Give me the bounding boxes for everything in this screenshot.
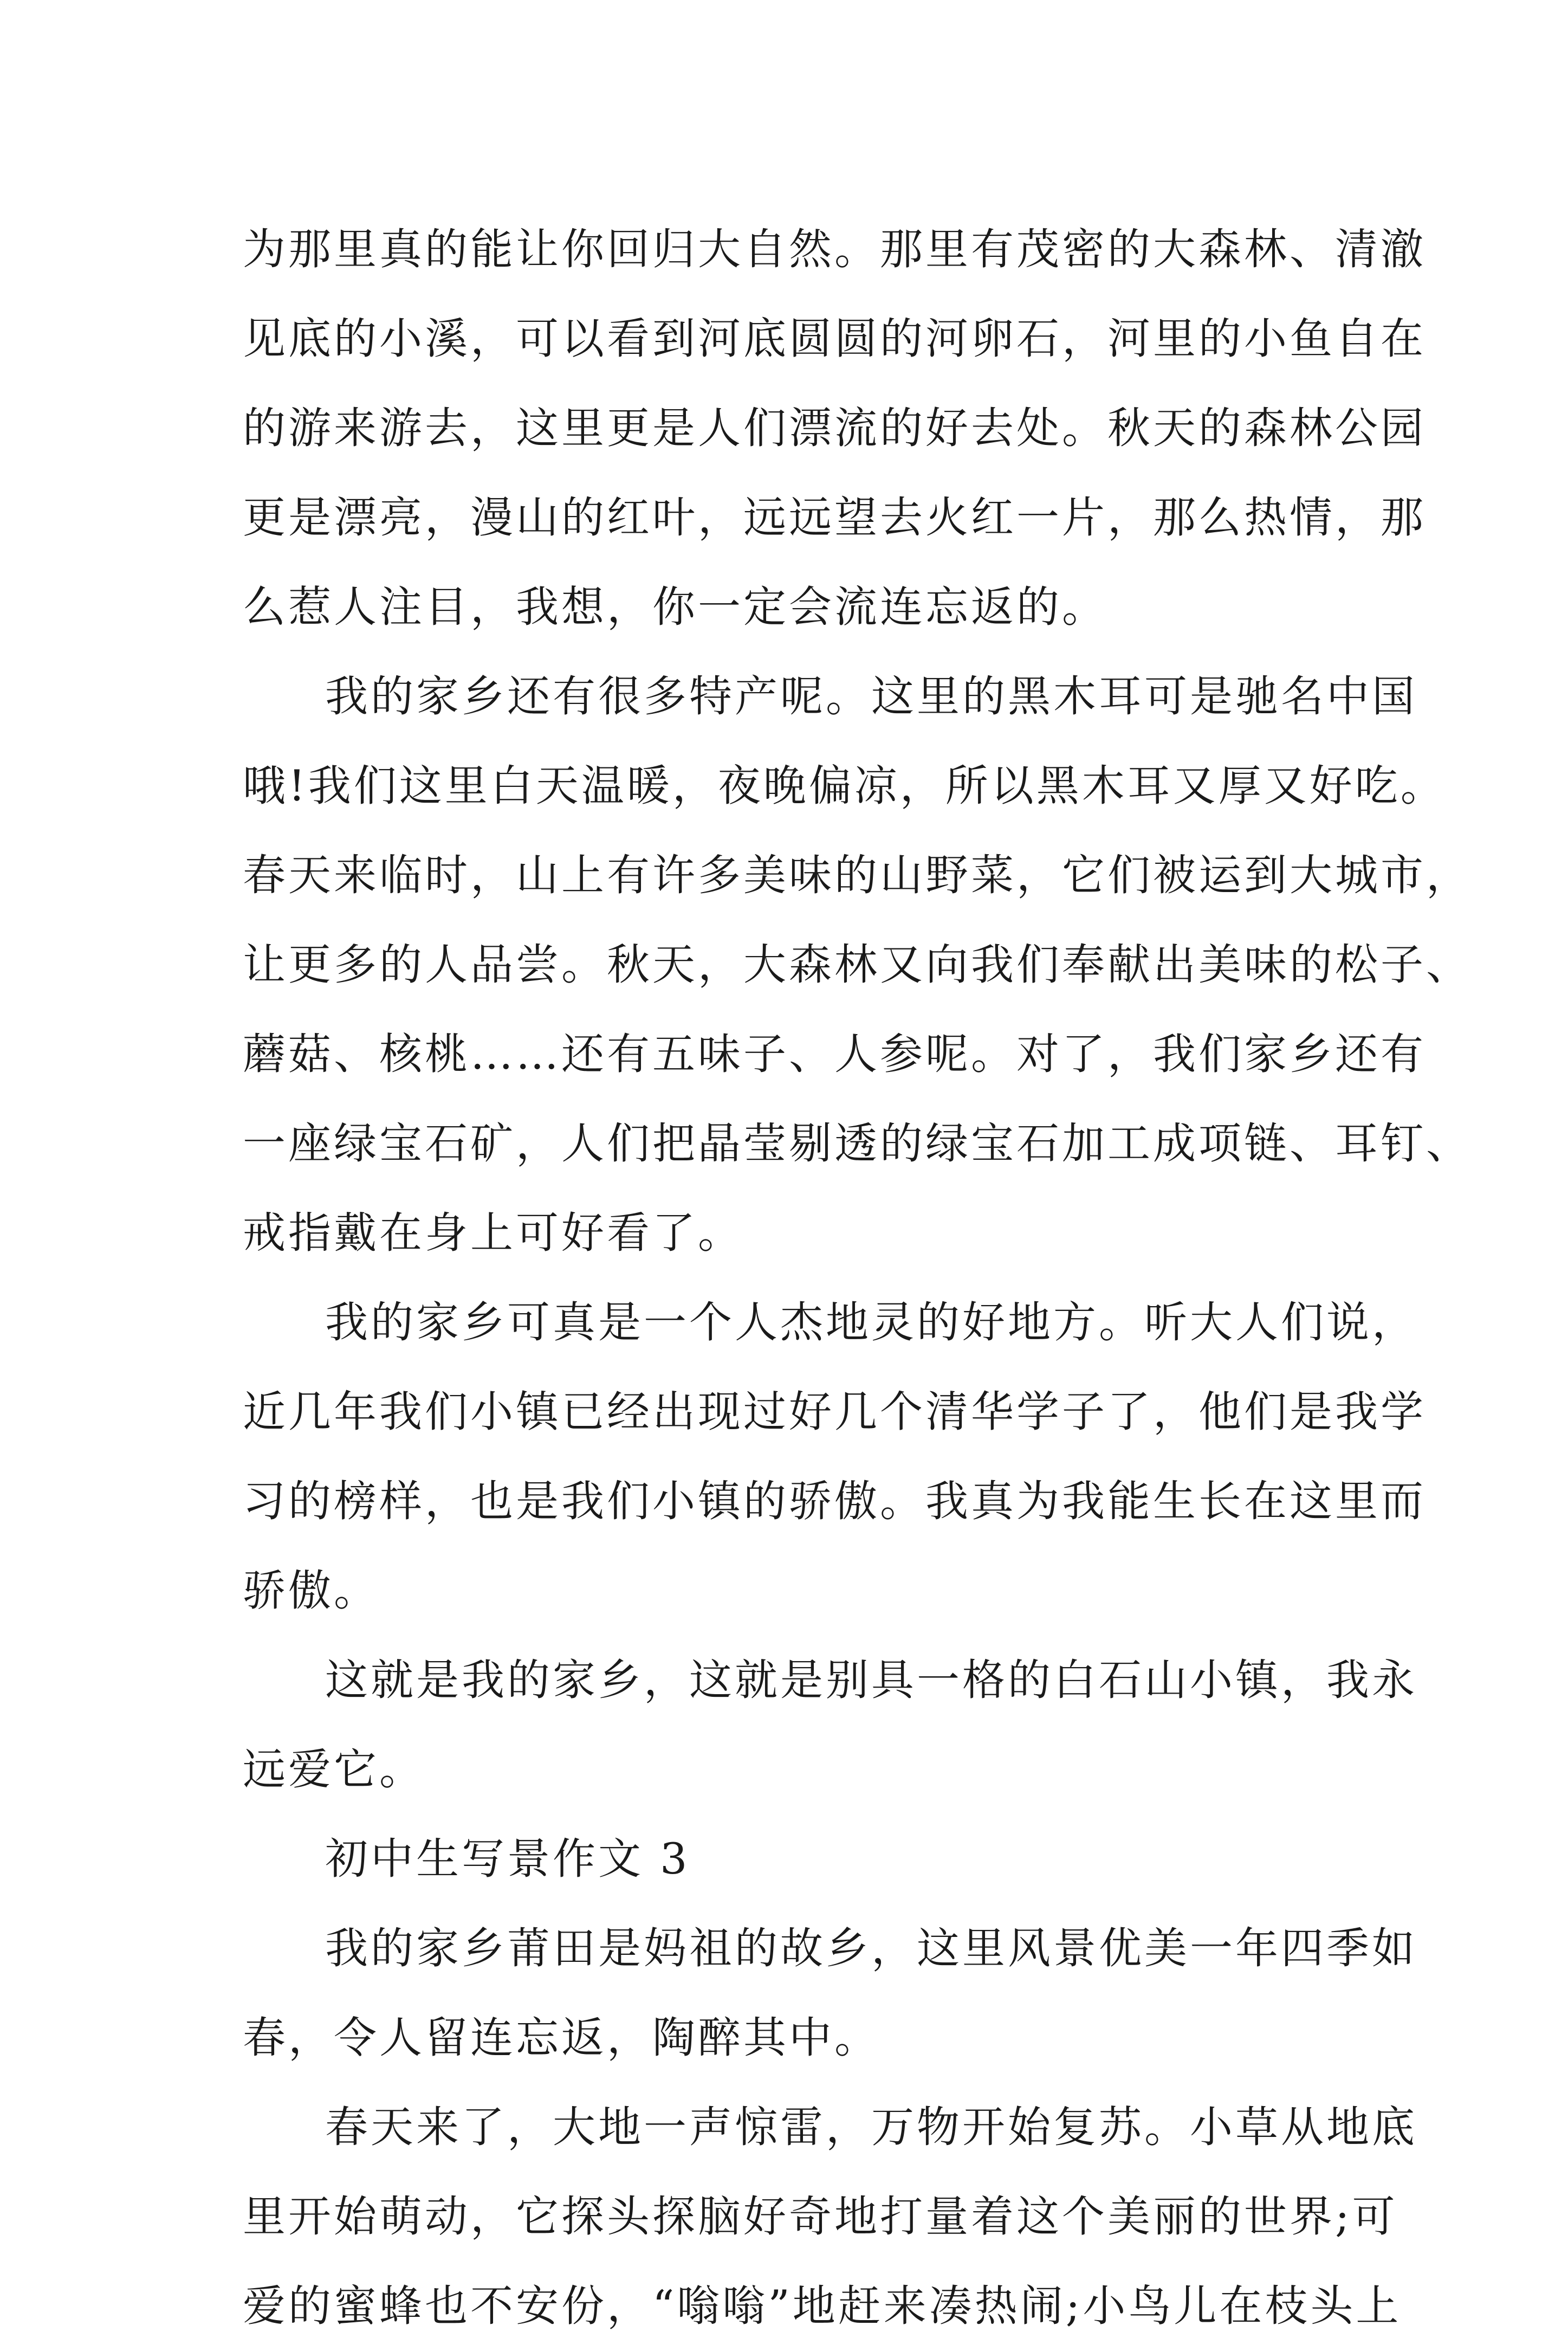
text-line: 蘑菇、核桃……还有五味子、人参呢。对了，我们家乡还有 <box>243 1029 1426 1079</box>
text-line: 习的榜样，也是我们小镇的骄傲。我真为我能生长在这里而 <box>243 1476 1426 1526</box>
paragraph-start-line: 这就是我的家乡，这就是别具一格的白石山小镇，我永 <box>325 1655 1417 1705</box>
paragraph-start-line: 我的家乡还有很多特产呢。这里的黑木耳可是驰名中国 <box>325 671 1417 721</box>
text-line: 近几年我们小镇已经出现过好几个清华学子了，他们是我学 <box>243 1387 1426 1437</box>
paragraph-start-line: 春天来了，大地一声惊雷，万物开始复苏。小草从地底 <box>325 2102 1417 2152</box>
text-line: 戒指戴在身上可好看了。 <box>243 1208 743 1258</box>
paragraph-start-line: 我的家乡可真是一个人杰地灵的好地方。听大人们说， <box>325 1297 1417 1347</box>
text-line: 为那里真的能让你回归大自然。那里有茂密的大森林、清澈 <box>243 224 1426 274</box>
paragraph-start-line: 我的家乡莆田是妈祖的故乡，这里风景优美一年四季如 <box>325 1923 1417 1973</box>
body-text <box>243 205 1472 2351</box>
text-line: 远爱它。 <box>243 1745 425 1794</box>
text-line: 春，令人留连忘返，陶醉其中。 <box>243 2013 880 2063</box>
text-line: 见底的小溪，可以看到河底圆圆的河卵石，河里的小鱼自在 <box>243 314 1426 364</box>
text-line: 的游来游去，这里更是人们漂流的好去处。秋天的森林公园 <box>243 403 1426 453</box>
text-line: 骄傲。 <box>243 1566 379 1616</box>
text-line: 春天来临时，山上有许多美味的山野菜，它们被运到大城市， <box>243 850 1472 900</box>
text-line: 哦!我们这里白天温暖，夜晚偏凉，所以黑木耳又厚又好吃。 <box>243 761 1446 811</box>
text-line: 一座绿宝石矿，人们把晶莹剔透的绿宝石加工成项链、耳钉、 <box>243 1119 1472 1168</box>
text-line: 里开始萌动，它探头探脑好奇地打量着这个美丽的世界;可 <box>243 2192 1398 2242</box>
text-line: 更是漂亮，漫山的红叶，远远望去火红一片，那么热情，那 <box>243 493 1426 542</box>
text-line: 让更多的人品尝。秋天，大森林又向我们奉献出美味的松子、 <box>243 940 1472 990</box>
section-heading: 初中生写景作文 3 <box>325 1834 690 1884</box>
text-line: 么惹人注目，我想，你一定会流连忘返的。 <box>243 582 1107 632</box>
text-line: 爱的蜜蜂也不安份，“嗡嗡”地赶来凑热闹;小鸟儿在枝头上 <box>243 2281 1402 2331</box>
